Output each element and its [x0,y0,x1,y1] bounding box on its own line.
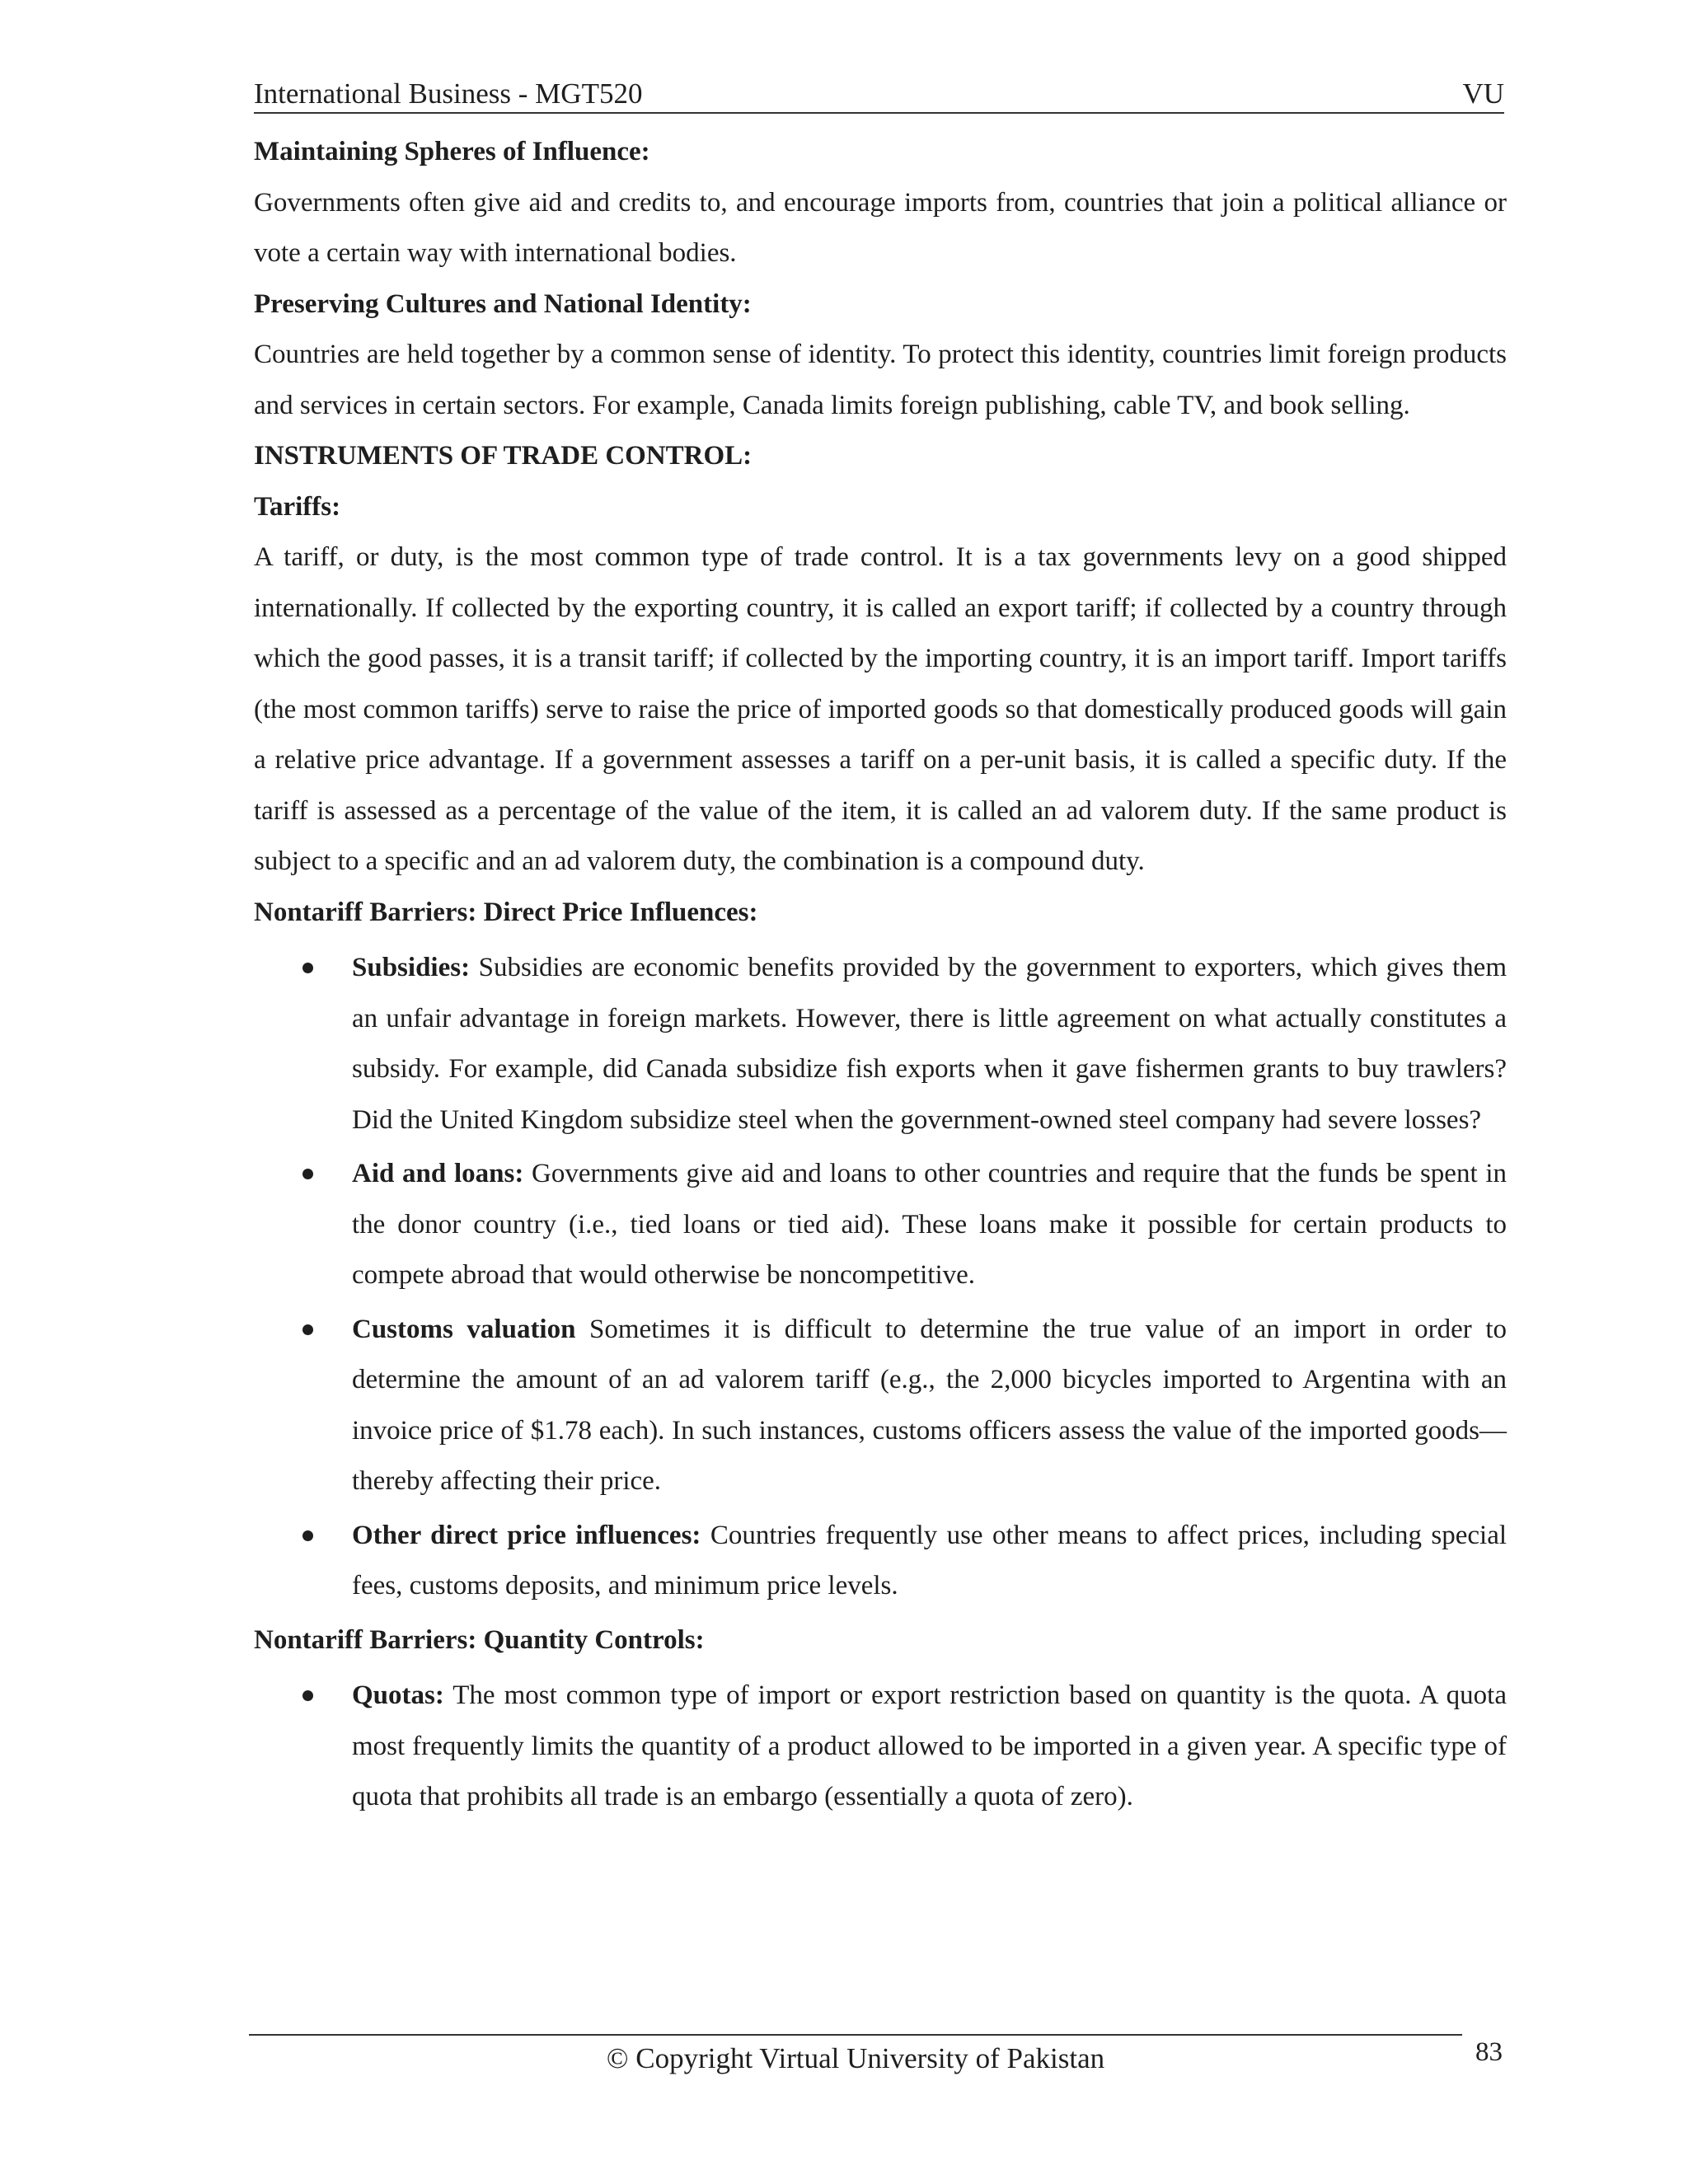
term-subsidies: Subsidies: [352,953,471,982]
heading-quantity: Nontariff Barriers: Quantity Controls: [254,1624,705,1655]
heading-tariffs: Tariffs: [254,491,341,522]
page-number: 83 [1475,2037,1503,2067]
footer-copyright: © Copyright Virtual University of Pakistan [606,2042,1105,2074]
document-body [254,127,1507,1826]
header-org: VU [1462,77,1504,110]
term-customs-valuation: Customs valuation [352,1314,576,1344]
heading-instruments: INSTRUMENTS OF TRADE CONTROL: [254,441,753,471]
desc-customs-valuation: Sometimes it is difficult to determine the true value of an import in order to determine the amount of an ad valorem tariff (e.g., the 2,000 bicycles imported to Argentina with an invoice price of $1.78 each). In such instances, customs officers assess the value of the imported goods—thereby affecting their price. [352,1314,1507,1496]
heading-cultures: Preserving Cultures and National Identity: [254,288,752,319]
desc-other-direct: Countries frequently use other means to affect prices, including special fees, customs deposits, and minimum price levels. [352,1520,1507,1601]
paragraph-tariffs: A tariff, or duty, is the most common type of trade control. It is a tax governments levy on a good shipped internationally. If collected by the exporting country, it is called an export tariff; if collected by a country through which the good passes, it is a transit tariff; if collected by the importing country, it is an import tariff. Import tariffs (the most common tariffs) serve to raise the price of imported goods so that domestically produced goods will gain a relative price advantage. If a government assesses a tariff on a per-unit basis, it is called a specific duty. If the tariff is assessed as a percentage of the value of the item, it is called an ad valorem duty. If the same product is subject to a specific and an ad valorem duty, the combination is a compound duty. [254,542,1507,876]
desc-subsidies: Subsidies are economic benefits provided by the government to exporters, which gives them an unfair advantage in foreign markets. However, there is little agreement on what actually constitutes a subsidy. For example, did Canada subsidize fish exports when it gave fishermen grants to buy trawlers? Did the United Kingdom subsidize steel when the government-owned steel company had severe losses? [352,953,1507,1135]
list-item-aid-loans [254,1149,1507,1301]
bullet-icon [302,1530,313,1541]
bullet-icon [302,1690,313,1701]
list-item-customs-valuation [254,1305,1507,1507]
list-quantity [254,1671,1507,1823]
bullet-icon [302,1169,313,1179]
term-quotas: Quotas: [352,1680,444,1710]
list-item-subsidies [254,943,1507,1146]
footer-divider [249,2034,1462,2036]
term-other-direct: Other direct price influences: [352,1520,701,1550]
bullet-icon [302,1324,313,1335]
list-item-quotas [254,1671,1507,1823]
paragraph-spheres: Governments often give aid and credits to, and encourage imports from, countries that join a political alliance or vote a certain way with international bodies. [254,187,1507,268]
desc-aid-loans: Governments give aid and loans to other countries and require that the funds be spent in the donor country (i.e., tied loans or tied aid). These loans make it possible for certain products to compete abroad that would otherwise be noncompetitive. [352,1159,1507,1290]
heading-spheres: Maintaining Spheres of Influence: [254,137,650,166]
page-header [254,76,1504,114]
desc-quotas: The most common type of import or export restriction based on quantity is the quota. A quota most frequently limits the quantity of a product allowed to be imported in a given year. A specific type of quota that prohibits all trade is an embargo (essentially a quota of zero). [352,1680,1507,1811]
paragraph-cultures: Countries are held together by a common sense of identity. To protect this identity, countries limit foreign products and services in certain sectors. For example, Canada limits foreign publishing, cable TV, and book selling. [254,340,1507,420]
header-course-title: International Business - MGT520 [254,77,643,110]
list-direct-price [254,943,1507,1612]
heading-direct-price: Nontariff Barriers: Direct Price Influences: [254,897,758,927]
term-aid-loans: Aid and loans: [352,1159,524,1188]
list-item-other-direct [254,1511,1507,1612]
bullet-icon [302,963,313,973]
